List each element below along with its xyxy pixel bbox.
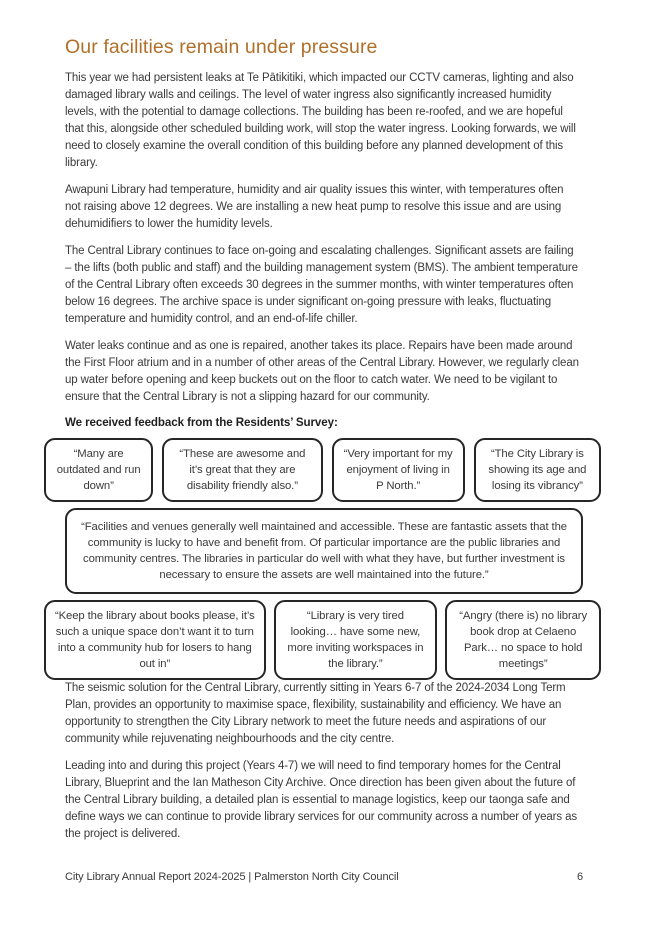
quote-text: “Facilities and venues generally well maintained and accessible. These are fantastic assets that the community is lucky to have and benefit from. Of particular importance are the public libraries and community centres. The libraries in particular do well with what they have, but further investment is necessary to ensure the assets are well maintained into the future.” [81,521,567,581]
paragraph-central-library: The Central Library continues to face on-going and escalating challenges. Significant assets are failing – the lifts (both public and staff) and the building management system (BMS). The ambient temperature of the Central Library often exceeds 30 degrees in the summer months, with winter temperatures often below 16 degrees. The archive space is under significant on-going pressure with leaks, fluctuating temperature and humidity control, and an end-of-life chiller. [65,245,578,325]
quote-text: “Library is very tired looking… have some new, more inviting workspaces in the library.” [287,610,424,670]
quote-bubble [274,600,438,680]
document-page [54,36,588,853]
page-number: 6 [576,871,583,883]
quote-text: “These are awesome and it’s great that they are disability friendly also.” [179,448,306,492]
quote-bubble [474,438,601,502]
paragraph-leaks: This year we had persistent leaks at Te Pātikitiki, which impacted our CCTV cameras, lighting and also damaged library walls and ceilings. The level of water ingress also significantly increased humidity levels, with the potential to damage collections. The building has been re-roofed, and we are hopeful that this, alongside other scheduled building work, will stop the water ingress. Looking forwards, we will need to closely examine the overall condition of this building before any planned development of this library. [65,72,576,169]
paragraph-awapuni: Awapuni Library had temperature, humidity and air quality issues this winter, with temperatures often not raising above 12 degrees. We are installing a new heat pump to resolve this issue and are using dehumidifiers to lower the humidity levels. [65,184,564,230]
page-footer [65,871,583,883]
paragraph-water-leaks: Water leaks continue and as one is repaired, another takes its place. Repairs have been made around the First Floor atrium and in a number of other areas of the Central Library. However, we regularly clean up water before opening and keep buckets out on the floor to catch water. We need to be vigilant to ensure that the Central Library is not a slipping hazard for our community. [65,340,579,403]
quote-text: “The City Library is showing its age and losing its vibrancy” [488,448,587,492]
footer-text: City Library Annual Report 2024-2025 | Palmerston North City Council [65,871,399,883]
quote-text: “Keep the library about books please, it’s such a unique space don’t want it to turn into a community hub for losers to hang out in” [54,610,255,670]
survey-quotes-section [44,438,601,680]
quote-bubble [162,438,322,502]
paragraph-project: Leading into and during this project (Years 4-7) we will need to find temporary homes for the Central Library, Blueprint and the Ian Matheson City Archive. Once direction has been given about the future of the Central Library building, a detailed plan is essential to manage logistics, keep our taonga safe and define ways we can continue to provide library services for our community across a number of years as the project is delivered. [65,760,578,840]
quote-bubble-wide [65,508,583,594]
quote-text: “Many are outdated and run down” [56,448,141,492]
page-title: Our facilities remain under pressure [65,36,378,58]
quote-text: “Angry (there is) no library book drop at Celaeno Park… no space to hold meetings” [459,610,588,670]
quote-bubble [332,438,465,502]
quote-bubble [44,438,153,502]
quote-text: “Very important for my enjoyment of living in P North.” [343,448,453,492]
quote-bubble [445,600,601,680]
feedback-heading: We received feedback from the Residents’ Survey: [65,416,338,429]
quote-row-2 [44,600,601,680]
paragraph-seismic: The seismic solution for the Central Library, currently sitting in Years 6-7 of the 2024-2034 Long Term Plan, provides an opportunity to maximise space, flexibility, sustainability and efficiency. We have an opportunity to strengthen the City Library network to meet the future needs and aspirations of our community while rejuvenating neighbourhoods and the city centre. [65,682,566,745]
quote-bubble [44,600,266,680]
quote-row-1 [44,438,601,502]
